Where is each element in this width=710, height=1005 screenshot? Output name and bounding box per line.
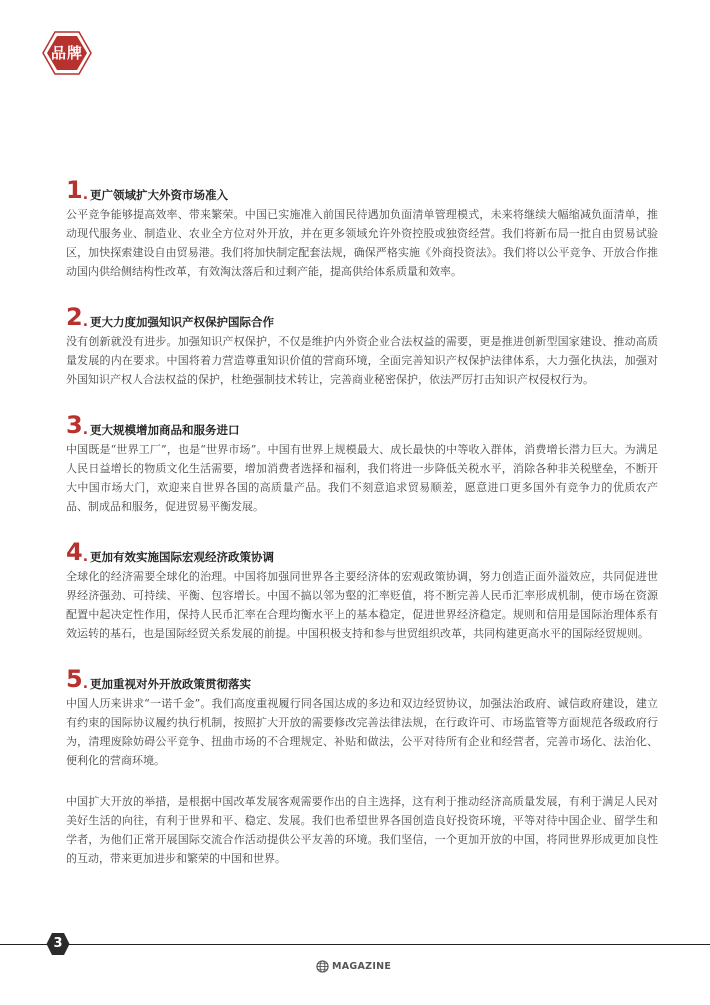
page-number: 3 — [53, 936, 63, 951]
section-4 — [66, 538, 658, 643]
footer-divider — [0, 944, 710, 945]
section-1-title: 1 . 更广领域扩大外资市场准入 — [66, 176, 229, 204]
section-3 — [66, 411, 658, 516]
section-number: 2 — [66, 303, 83, 331]
section-3-title: 3 . 更大规模增加商品和服务进口 — [66, 411, 240, 439]
section-body: 全球化的经济需要全球化的治理。中国将加强同世界各主要经济体的宏观政策协调，努力创造正面外溢效应，共同促进世界经济强劲、可持续、平衡、包容增长。中国不搞以邻为壑的汇率贬值，将不断完善人民币汇率形成机制，使市场在资源配置中起决定性作用，保持人民币汇率在合理均衡水平上的基本稳定，促进世界经济稳定。规则和信用是国际治理体系有效运转的基石，也是国际经贸关系发展的前提。中国积极支持和参与世贸组织改革，共同构建更高水平的国际经贸规则。 — [66, 570, 658, 640]
section-body: 没有创新就没有进步。加强知识产权保护，不仅是维护内外资企业合法权益的需要，更是推进创新型国家建设、推动高质量发展的内在要求。中国将着力营造尊重知识价值的营商环境，全面完善知识产权保护法律体系，大力强化执法，加强对外国知识产权人合法权益的保护，杜绝强制技术转让，完善商业秘密保护，依法严厉打击知识产权侵权行为。 — [66, 335, 658, 386]
section-number: 3 — [66, 411, 83, 439]
section-1 — [66, 176, 658, 281]
section-number: 5 — [66, 665, 83, 693]
section-heading: 更加重视对外开放政策贯彻落实 — [90, 677, 252, 691]
footer-logo — [316, 960, 391, 973]
section-heading: 更大力度加强知识产权保护国际合作 — [90, 315, 275, 329]
section-heading: 更广领域扩大外资市场准入 — [90, 188, 229, 202]
section-heading: 更加有效实施国际宏观经济政策协调 — [90, 550, 275, 564]
section-body: 中国人历来讲求“一诺千金”。我们高度重视履行同各国达成的多边和双边经贸协议，加强法治政府、诚信政府建设，建立有约束的国际协议履约执行机制，按照扩大开放的需要修改完善法律法规，在行政许可、市场监管等方面规范各级政府行为，清理废除妨碍公平竞争、扭曲市场的不合理规定、补贴和做法，公平对待所有企业和经营者，完善市场化、法治化、便利化的营商环境。 — [66, 697, 658, 767]
brand-badge — [42, 30, 92, 76]
section-body: 中国既是“世界工厂”，也是“世界市场”。中国有世界上规模最大、成长最快的中等收入群体，消费增长潜力巨大。为满足人民日益增长的物质文化生活需要，增加消费者选择和福利，我们将进一步降低关税水平，消除各种非关税壁垒，不断开大中国市场大门，欢迎来自世界各国的高质量产品。我们不刻意追求贸易顺差，愿意进口更多国外有竞争力的优质农产品、制成品和服务，促进贸易平衡发展。 — [66, 443, 658, 513]
article-content — [66, 176, 658, 868]
brand-badge-label: 品牌 — [50, 44, 83, 62]
section-5-title: 5 . 更加重视对外开放政策贯彻落实 — [66, 665, 252, 693]
section-4-title: 4 . 更加有效实施国际宏观经济政策协调 — [66, 538, 275, 566]
globe-icon — [316, 960, 329, 973]
section-number: 4 — [66, 538, 83, 566]
closing-paragraph: 中国扩大开放的举措，是根据中国改革发展客观需要作出的自主选择，这有利于推动经济高质量发展，有利于满足人民对美好生活的向往，有利于世界和平、稳定、发展。我们也希望世界各国创造良好投资环境，平等对待中国企业、留学生和学者，为他们正常开展国际交流合作活动提供公平友善的环境。我们坚信，一个更加开放的中国，将同世界形成更加良性的互动，带来更加进步和繁荣的中国和世界。 — [66, 795, 658, 865]
section-5 — [66, 665, 658, 770]
section-2 — [66, 303, 658, 389]
section-heading: 更大规模增加商品和服务进口 — [90, 423, 240, 437]
section-number: 1 — [66, 176, 83, 204]
footer-logo-text: MAGAZINE — [332, 961, 392, 972]
section-2-title: 2 . 更大力度加强知识产权保护国际合作 — [66, 303, 275, 331]
page-number-badge — [46, 932, 70, 956]
section-body: 公平竞争能够提高效率、带来繁荣。中国已实施准入前国民待遇加负面清单管理模式，未来将继续大幅缩减负面清单，推动现代服务业、制造业、农业全方位对外开放，并在更多领域允许外资控股或独资经营。我们将新布局一批自由贸易试验区，加快探索建设自由贸易港。我们将加快制定配套法规，确保严格实施《外商投资法》。我们将以公平竞争、开放合作推动国内供给侧结构性改革，有效淘汰落后和过剩产能，提高供给体系质量和效率。 — [66, 208, 658, 278]
